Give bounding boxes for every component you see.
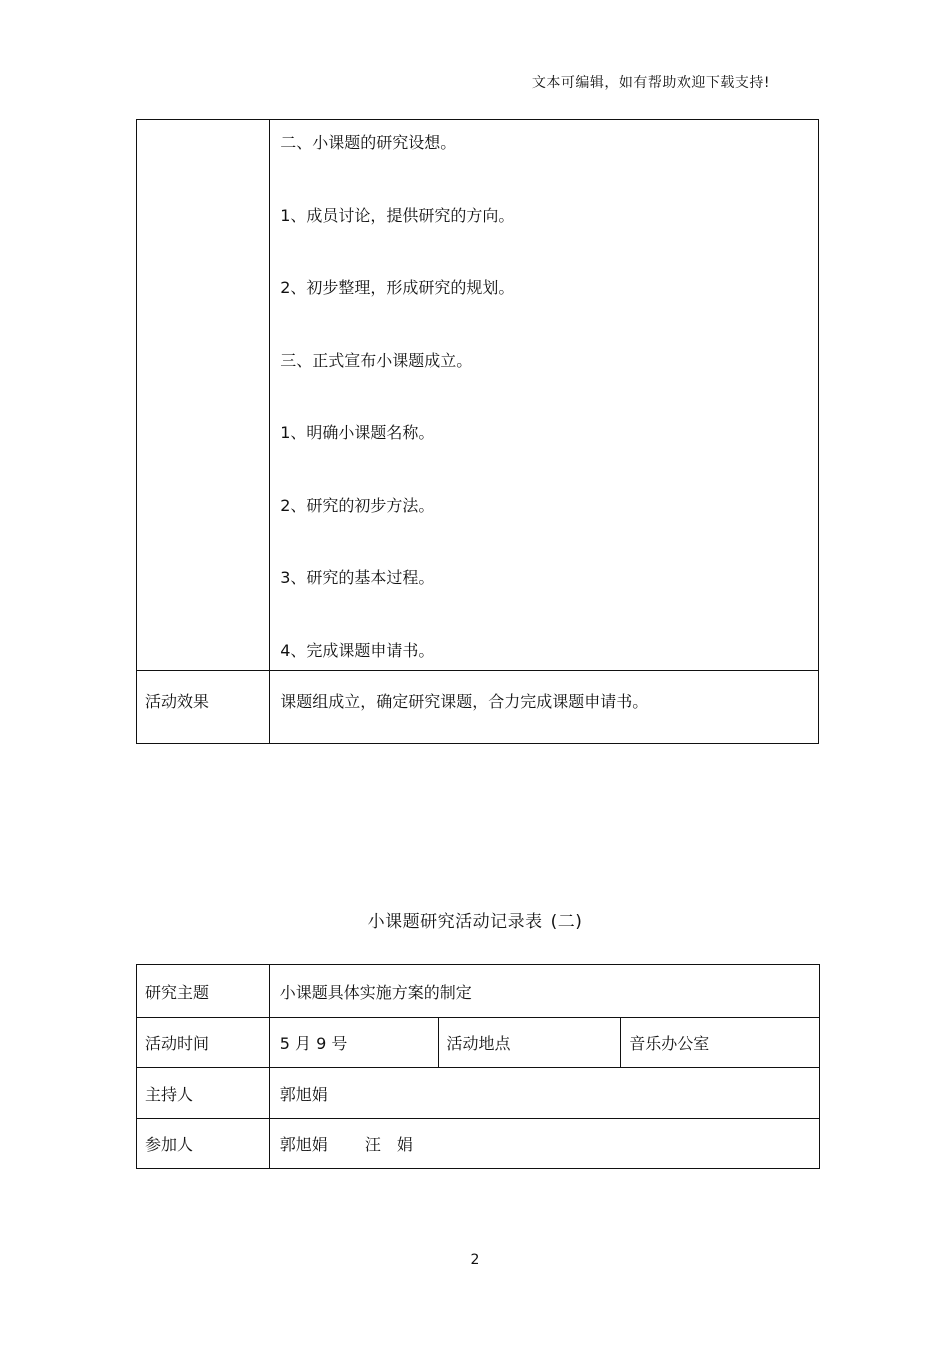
content-line: 二、小课题的研究设想。 — [280, 133, 457, 152]
effect-value-cell — [270, 670, 819, 743]
effect-label: 活动效果 — [145, 691, 210, 711]
place-value: 音乐办公室 — [621, 1018, 820, 1068]
content-line: 4、完成课题申请书。 — [280, 640, 435, 660]
content-row — [137, 120, 819, 671]
place-label: 活动地点 — [438, 1018, 621, 1068]
topic-row — [137, 965, 820, 1018]
header-note: 文本可编辑，如有帮助欢迎下载支持! — [531, 75, 770, 91]
participants-label: 参加人 — [137, 1119, 270, 1169]
topic-value: 小课题具体实施方案的制定 — [269, 965, 819, 1018]
host-value: 郭旭娟 — [269, 1068, 819, 1119]
record-table-title — [0, 907, 950, 932]
content-line: 3、研究的基本过程。 — [280, 568, 435, 587]
title-suffix: (二) — [550, 912, 583, 932]
content-label-cell — [137, 120, 270, 671]
title-main: 小课题研究活动记录表 — [367, 912, 543, 932]
content-line: 2、初步整理，形成研究的规划。 — [280, 278, 515, 297]
content-line: 1、成员讨论，提供研究的方向。 — [280, 205, 515, 225]
host-label: 主持人 — [137, 1068, 270, 1119]
content-line: 1、明确小课题名称。 — [280, 423, 435, 442]
participants-row — [137, 1119, 820, 1169]
page-number: 2 — [470, 1252, 480, 1268]
effect-label-cell — [137, 670, 270, 743]
time-value: 5 月 9 号 — [269, 1018, 438, 1068]
content-cell — [270, 120, 819, 671]
effect-text: 课题组成立，确定研究课题，合力完成课题申请书。 — [280, 691, 649, 711]
effect-row — [137, 670, 819, 743]
record-table — [136, 964, 820, 1169]
content-line: 2、研究的初步方法。 — [280, 495, 435, 515]
topic-label: 研究主题 — [137, 965, 270, 1018]
content-lines — [270, 120, 818, 670]
time-place-row — [137, 1018, 820, 1068]
content-line: 三、正式宣布小课题成立。 — [280, 350, 473, 370]
activity-content-table — [136, 119, 819, 744]
host-row — [137, 1068, 820, 1119]
time-label: 活动时间 — [137, 1018, 270, 1068]
participants-value: 郭旭娟 汪 娟 — [269, 1119, 819, 1169]
